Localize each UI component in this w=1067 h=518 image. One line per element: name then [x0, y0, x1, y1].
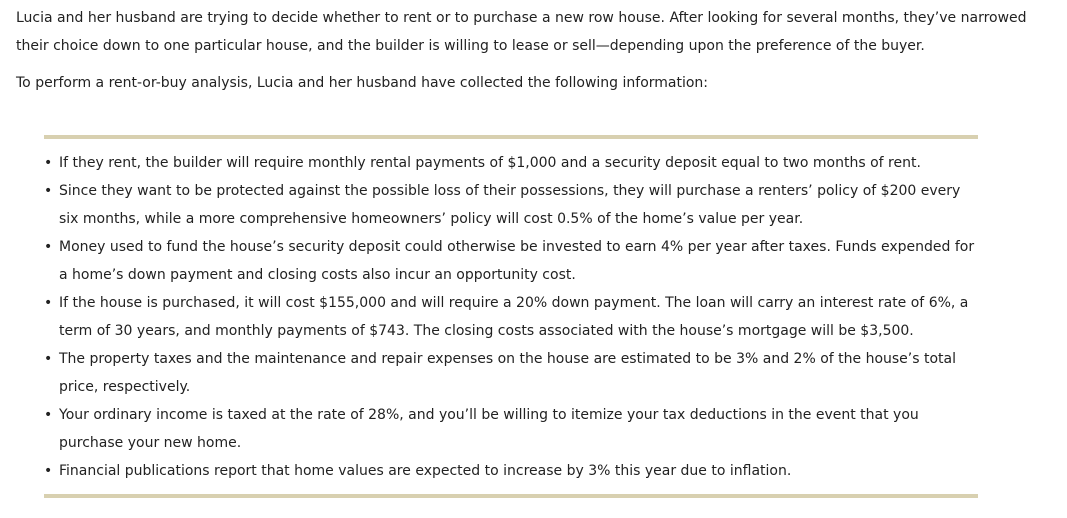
list-item-text: Your ordinary income is taxed at the rate of 28%, and you’ll be willing to itemize your tax deductions in the event that you purchase your new home.	[59, 407, 919, 451]
bullet-icon: •	[44, 407, 53, 423]
list-item-text: If they rent, the builder will require monthly rental payments of $1,000 and a security deposit equal to two months of rent.	[59, 155, 921, 171]
list-item	[44, 345, 978, 401]
bullet-icon: •	[44, 155, 53, 171]
list-item-text: Money used to fund the house’s security deposit could otherwise be invested to earn 4% per year after taxes. Funds expended for a home’s down payment and closing costs also incur an opportunity cost.	[59, 239, 975, 283]
information-box	[44, 135, 978, 498]
bullet-icon: •	[44, 295, 53, 311]
list-item	[44, 401, 978, 457]
bullet-icon: •	[44, 463, 53, 479]
list-item	[44, 149, 978, 177]
bullet-icon: •	[44, 239, 53, 255]
list-item	[44, 233, 978, 289]
information-list	[44, 139, 978, 485]
list-item-text: Financial publications report that home values are expected to increase by 3% this year due to inflation.	[59, 463, 792, 479]
list-item	[44, 457, 978, 485]
list-item-text: If the house is purchased, it will cost $155,000 and will require a 20% down payment. The loan will carry an interest rate of 6%, a term of 30 years, and monthly payments of $743. The closing costs associated with the house’s mortgage will be $3,500.	[59, 295, 969, 339]
bullet-icon: •	[44, 183, 53, 199]
lead-sentence: To perform a rent-or-buy analysis, Lucia and her husband have collected the following information:	[16, 75, 709, 91]
list-item	[44, 289, 978, 345]
list-item-text: Since they want to be protected against the possible loss of their possessions, they will purchase a renters’ policy of $200 every six months, while a more comprehensive homeowners’ policy will cost 0.5% of the home’s value per year.	[59, 183, 961, 227]
bullet-icon: •	[44, 351, 53, 367]
list-item-text: The property taxes and the maintenance and repair expenses on the house are estimated to be 3% and 2% of the house’s total price, respectively.	[59, 351, 956, 395]
intro-paragraph: Lucia and her husband are trying to decide whether to rent or to purchase a new row house. After looking for several months, they’ve narrowed their choice down to one particular house, and the builder is willing to lease or sell—depending upon the preference of the buyer.	[16, 10, 1027, 54]
list-item	[44, 177, 978, 233]
